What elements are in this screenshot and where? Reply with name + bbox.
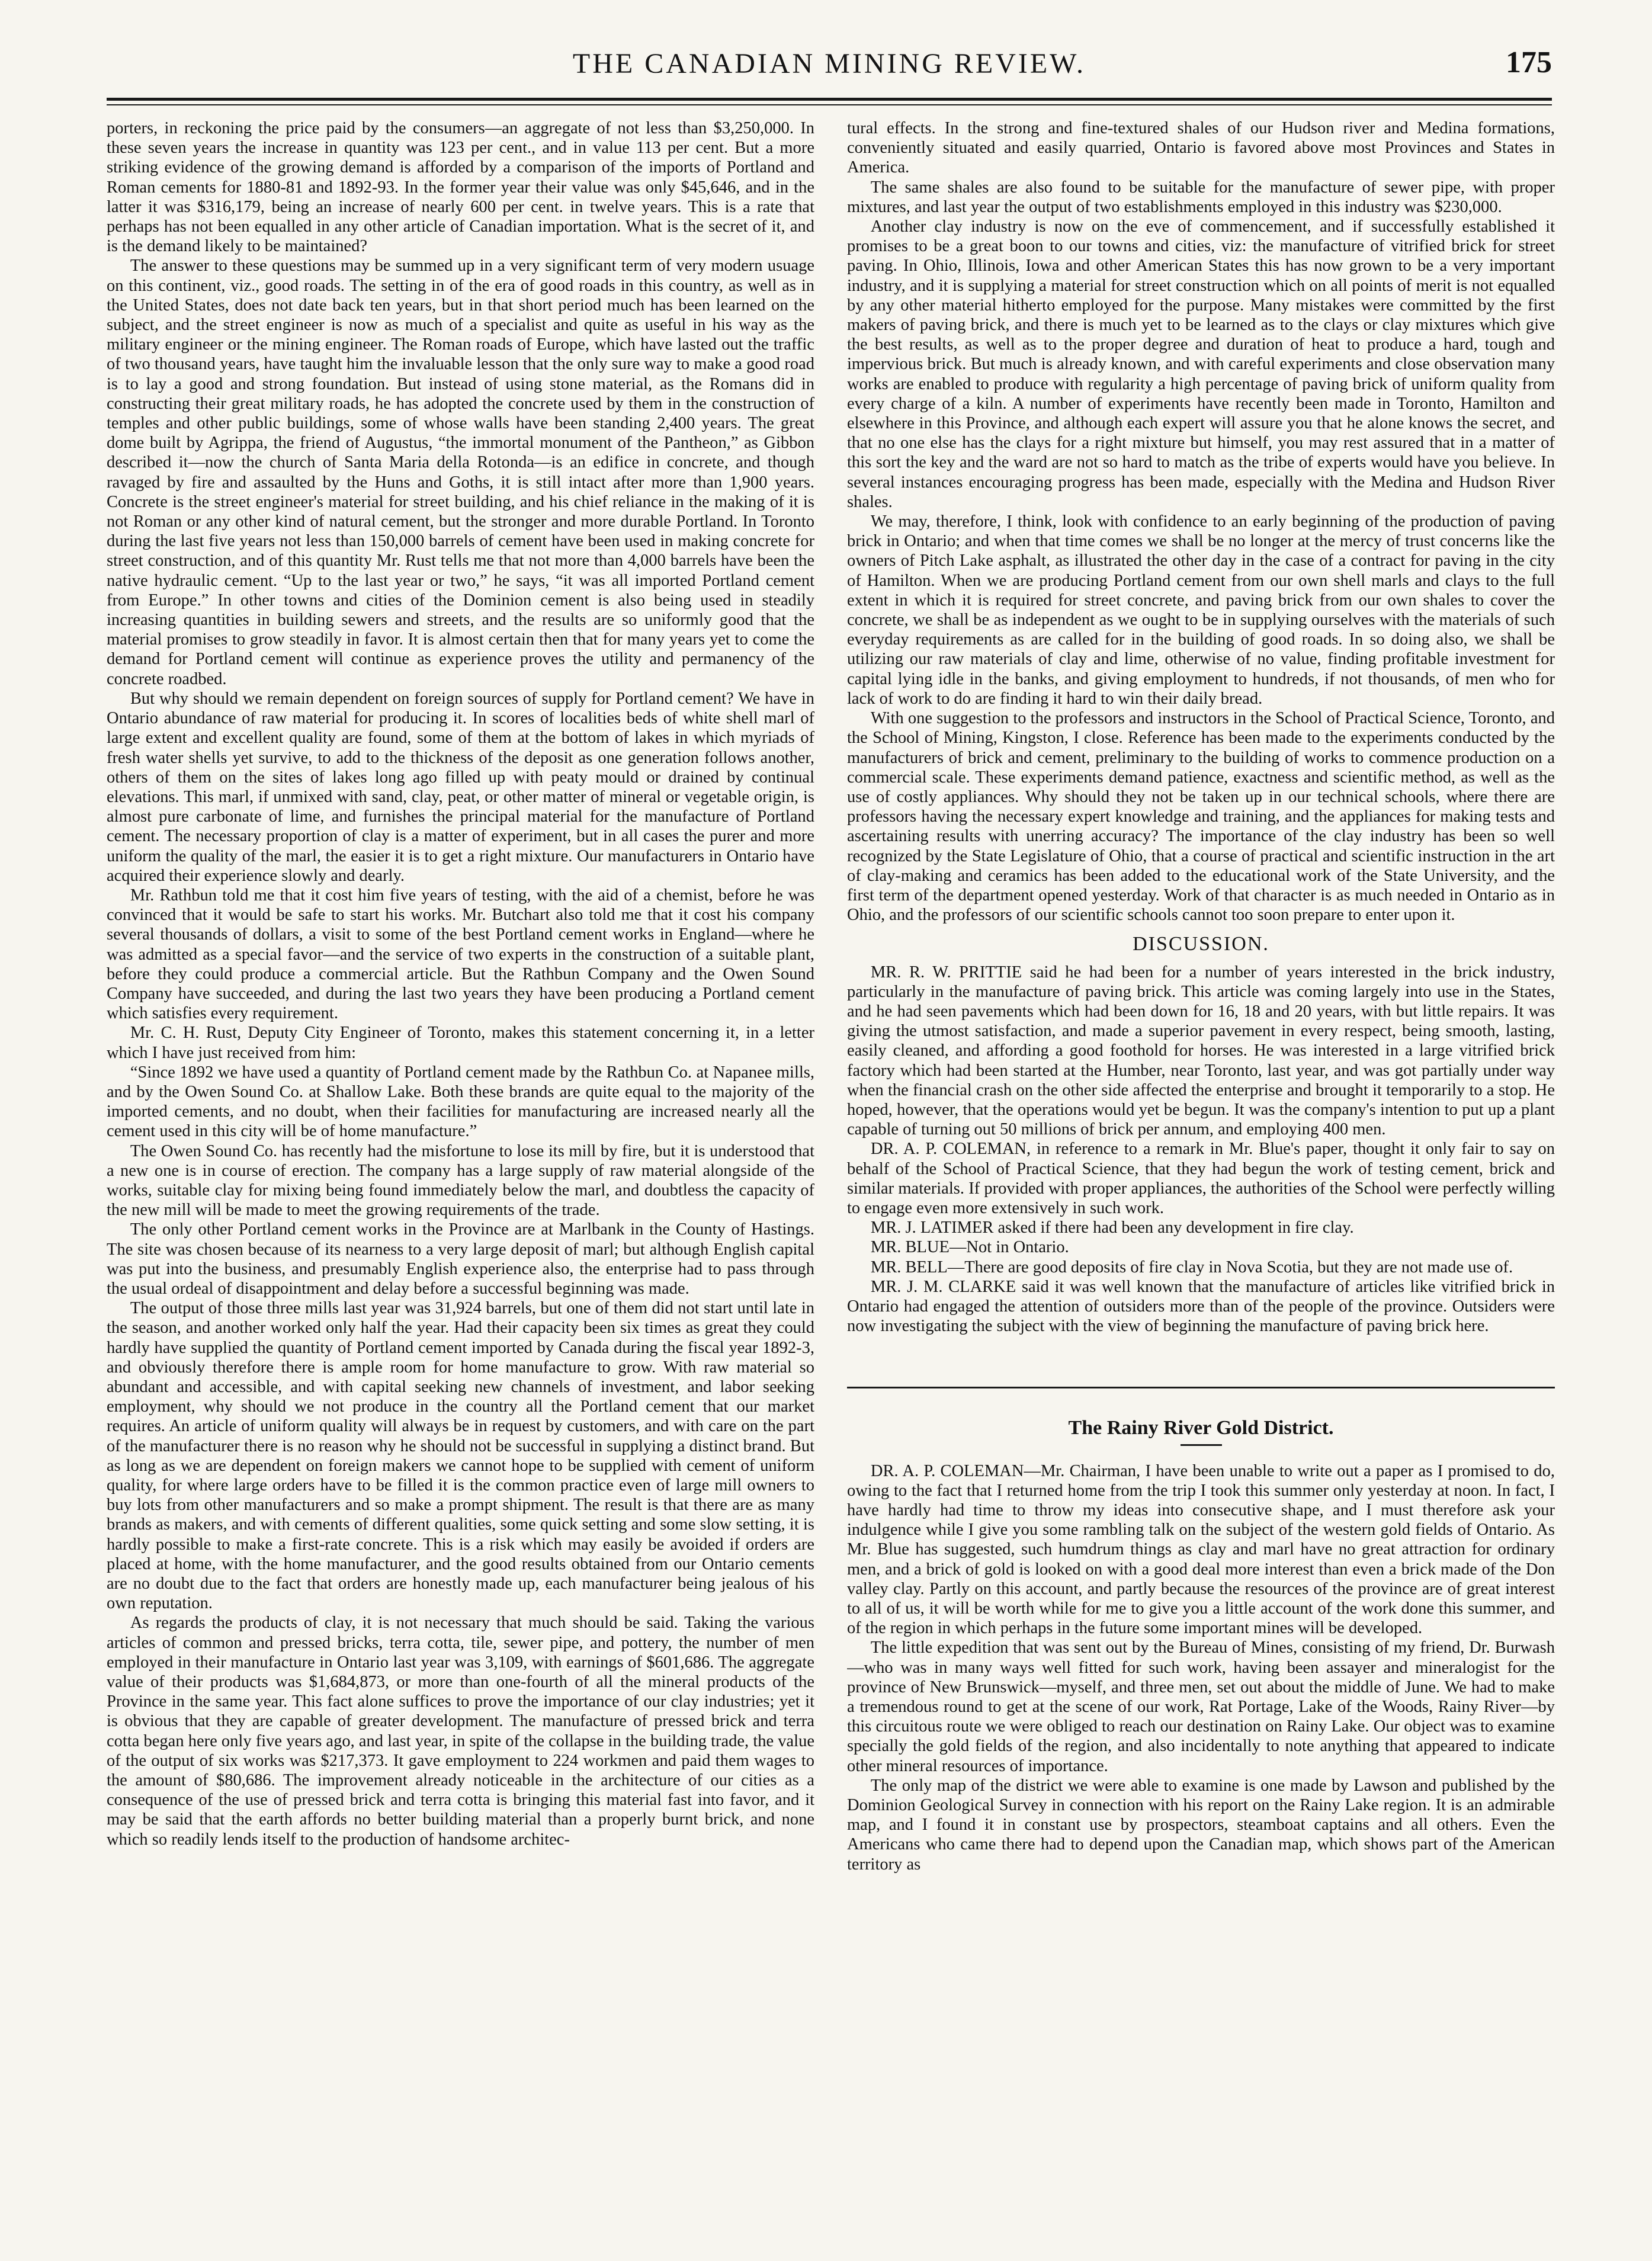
page-header xyxy=(107,43,1552,96)
paragraph: The answer to these questions may be summed up in a very significant term of very modern usuage on this continent, viz., good roads. The setting in of the era of good roads in this country, as well as in the United States, does not date back ten years, but in that short period much has been learned on the subject, and the street engineer is now as much of a specialist and quite as useful in his way as the military engineer or the mining engineer. The Roman roads of Europe, which have lasted out the traffic of two thousand years, have taught him the invaluable lesson that the only sure way to make a good road is to lay a good and strong foundation. But instead of using stone material, as the Romans did in constructing their great military roads, he has adopted the concrete used by them in the construction of temples and other public buildings, some of whose walls have been standing 2,400 years. The great dome built by Agrippa, the friend of Augustus, “the immortal monument of the Pantheon,” as Gibbon described it—now the church of Santa Maria della Rotonda—is an edifice in concrete, and though ravaged by fire and assaulted by the Huns and Goths, it is still intact after more than 1,900 years. Concrete is the street engineer's material for street building, and his chief reliance in the making of it is not Roman or any other kind of natural cement, but the stronger and more durable Portland. In Toronto during the last five years not less than 150,000 barrels of cement have been used in making concrete for street construction, and of this quantity Mr. Rust tells me that not more than 4,000 barrels have been the native hydraulic cement. “Up to the last year or two,” he says, “it was all imported Portland cement from Europe.” In other towns and cities of the Dominion cement is also being used in steadily increasing quantities in building sewers and streets, and the results are so uniformly good that the material promises to grow steadily in favor. It is almost certain then that for many years yet to come the demand for Portland cement will continue as experience proves the utility and permanency of the concrete roadbed. xyxy=(107,256,814,688)
left-column xyxy=(107,118,814,2245)
quotation: “Since 1892 we have used a quantity of Portland cement made by the Rathbun Co. at Napanee mills, and by the Owen Sound Co. at Shallow Lake. Both these brands are quite equal to the majority of the imported cements, and no doubt, when their facilities for manufacturing are increased nearly all the cement used in this city will be of home manufacture.” xyxy=(107,1063,814,1141)
paragraph: The Owen Sound Co. has recently had the misfortune to lose its mill by fire, but it is understood that a new one is in course of erection. The company has a large supply of raw material alongside of the works, suitable clay for mixing being found immediately below the marl, and doubtless the capacity of the new mill will be made to meet the growing requirements of the trade. xyxy=(107,1141,814,1220)
paragraph: The output of those three mills last year was 31,924 barrels, but one of them did not start until late in the season, and another worked only half the year. Had their capacity been six times as great they could hardly have supplied the quantity of Portland cement imported by Canada during the fiscal year 1892-3, and obviously therefore there is ample room for home manufacture to grow. With raw material so abundant and accessible, and with capital seeking new channels of investment, and labor seeking employment, why should we not produce in the country all the Portland cement that our market requires. An article of uniform quality will always be in request by customers, and with care on the part of the manufacturer there is no reason why he should not be successful in supplying a distinct brand. But as long as we are dependent on foreign makers we cannot hope to be supplied with cement of uniform quality, for where large orders have to be filled it is the common practice even of large mill owners to buy lots from other manufacturers and so make a prompt shipment. The result is that there are as many brands as makers, and with cements of different qualities, some quick setting and some slow setting, it is hardly possible to make a first-rate concrete. This is a risk which may easily be avoided if orders are placed at home, with the home manufacturer, and the good results obtained from our Ontario cements are no doubt due to the fact that orders are honestly made up, each manufacturer being jealous of his own reputation. xyxy=(107,1299,814,1613)
paragraph: Mr. C. H. Rust, Deputy City Engineer of Toronto, makes this statement concerning it, in a letter which I have just received from him: xyxy=(107,1024,814,1062)
article-paragraph: DR. A. P. COLEMAN—Mr. Chairman, I have been unable to write out a paper as I promised to do, owing to the fact that I returned home from the trip I took this summer only yesterday at noon. In fact, I have hardly had time to throw my ideas into consecutive shape, and I must therefore ask your indulgence while I give you some rambling talk on the subject of the western gold fields of Ontario. As Mr. Blue has suggested, such humdrum things as clay and marl have no great attraction for ordinary men, and a brick of gold is looked on with a good deal more interest than even a brick made of the Don valley clay. Partly on this account, and partly because the resources of the province are of great interest to all of us, it will be worth while for me to give you a little account of the work done this summer, and of the region in which perhaps in the future some important mines will be developed. xyxy=(847,1461,1555,1638)
paragraph: We may, therefore, I think, look with confidence to an early beginning of the production of paving brick in Ontario; and when that time comes we shall be no longer at the mercy of trust concerns like the owners of Pitch Lake asphalt, as illustrated the other day in the case of a contract for paving in the city of Hamilton. When we are producing Portland cement from our own shell marls and clays to the full extent in which it is required for street concrete, and paving brick from our own shales to cover the concrete, we shall be as independent as we ought to be in supplying ourselves with the materials of such everyday requirements as are called for in the building of good roads. In so doing also, we shall be utilizing our raw materials of clay and lime, otherwise of no value, finding profitable investment for capital lying idle in the banks, and giving employment to hundreds, if not thousands, of men who for lack of work to do are finding it hard to win their daily bread. xyxy=(847,512,1555,708)
discussion-paragraph: MR. J. LATIMER asked if there had been any development in fire clay. xyxy=(870,1218,1354,1237)
paragraph: The same shales are also found to be suitable for the manufacture of sewer pipe, with proper mixtures, and last year the output of two establishments employed in this industry was $230,000. xyxy=(847,178,1555,216)
article-paragraph: The little expedition that was sent out by the Bureau of Mines, consisting of my friend, Dr. Burwash—who was in many ways well fitted for such work, having been assayer and mineralogist for the province of New Brunswick—myself, and three men, set out about the middle of June. We had to make a tremendous round to get at the scene of our work, Rat Portage, Lake of the Woods, Rainy River—by this circuitous route we were obliged to reach our destination on Rainy Lake. Our object was to examine specially the gold fields of the region, and also incidentally to note anything that appeared to indicate other mineral resources of importance. xyxy=(847,1638,1555,1775)
paragraph: As regards the products of clay, it is not necessary that much should be said. Taking the various articles of common and pressed bricks, terra cotta, tile, sewer pipe, and pottery, the number of men employed in their manufacture in Ontario last year was 3,109, with earnings of $601,686. The aggregate value of their products was $1,684,873, or more than one-fourth of all the mineral products of the Province in the same year. This fact alone suffices to prove the importance of our clay industries; yet it is obvious that they are capable of greater development. The manufacture of pressed brick and terra cotta began here only five years ago, and last year, in spite of the collapse in the building trade, the value of the output of six works was $217,373. It gave employment to 224 workmen and paid them wages to the amount of $80,686. The improvement already noticeable in the architecture of our cities as a consequence of the use of pressed brick and terra cotta is bringing this material fast into favor, and it may be said that the earth affords no better building material than a properly burnt brick, and none which so readily lends itself to the production of handsome architec- xyxy=(107,1614,814,1849)
paragraph: Another clay industry is now on the eve of commencement, and if successfully established it promises to be a great boon to our towns and cities, viz: the manufacture of vitrified brick for street paving. In Ohio, Illinois, Iowa and other American States this has now grown to be a very important industry, and it is supplying a material for street construction which on all points of merit is not equalled by any other material hitherto employed for the purpose. Many mistakes were committed by the first makers of paving brick, and there is much yet to be learned as to the clays or clay mixtures which give the best results, as well as to the proper degree and duration of heat to produce a hard, tough and impervious brick. But much is already known, and with careful experiments and close observation many works are enabled to produce with regularity a high percentage of paving brick of uniform quality from every charge of a kiln. A number of experiments have recently been made in Toronto, Hamilton and elsewhere in this Province, and although each expert will assure you that he alone knows the secret, and that no one else has the clays for a right mixture but himself, you may rest assured that in a matter of this sort the key and the ward are not so hard to match as the tribe of experts would have you believe. In several instances encouraging progress has been made, especially with the Medina and Hudson River shales. xyxy=(847,217,1555,511)
paragraph: porters, in reckoning the price paid by the consumers—an aggregate of not less than $3,250,000. In these seven years the increase in quantity was 123 per cent., and in value 113 per cent. But a more striking evidence of the growing demand is afforded by a comparison of the imports of Portland and Roman cements for 1880-81 and 1892-93. In the former year their value was only $45,646, and in the latter it was $316,179, being an increase of nearly 600 per cent. in twelve years. This is a rate that perhaps has not been equalled in any other article of Canadian importation. What is the secret of it, and is the demand likely to be maintained? xyxy=(107,119,814,256)
discussion-paragraph: DR. A. P. COLEMAN, in reference to a remark in Mr. Blue's paper, thought it only fair to say on behalf of the School of Practical Science, that they had begun the work of testing cement, brick and similar materials. If provided with proper appliances, the authorities of the School were perfectly willing to engage even more extensively in such work. xyxy=(847,1140,1555,1217)
discussion-paragraph: MR. J. M. CLARKE said it was well known that the manufacture of articles like vitrified brick in Ontario had engaged the attention of outsiders more than of the people of the province. Outsiders were now investigating the subject with the view of beginning the manufacture of paving brick here. xyxy=(847,1277,1555,1336)
page-number: 175 xyxy=(1506,46,1552,79)
discussion-paragraph: MR. BLUE—Not in Ontario. xyxy=(870,1238,1069,1257)
discussion-heading: DISCUSSION. xyxy=(1133,933,1269,955)
article-title: The Rainy River Gold District. xyxy=(1068,1417,1334,1439)
paragraph: With one suggestion to the professors and instructors in the School of Practical Science, Toronto, and the School of Mining, Kingston, I close. Reference has been made to the experiments conducted by the manufacturers of brick and cement, preliminary to the building of works to commence production on a commercial scale. These experiments demand patience, exactness and scientific method, as well as the use of costly appliances. Why should they not be taken up in our technical schools, where there are professors having the necessary expert knowledge and training, and the appliances for making tests and ascertaining results with unerring accuracy? The importance of the clay industry has been so well recognized by the State Legislature of Ohio, that a course of practical and scientific instruction in the art of clay-making and ceramics has been added to the educational work of the State University, and the first term of the department opened yesterday. Work of that character is as much needed in Ontario as in Ohio, and the professors of our scientific schools cannot too soon prepare to enter upon it. xyxy=(847,709,1555,925)
right-column xyxy=(847,118,1555,2245)
paragraph: The only other Portland cement works in the Province are at Marlbank in the County of Hastings. The site was chosen because of its nearness to a very large deposit of marl; but although English capital was put into the business, and presumably English experience also, the enterprise had to pass through the usual ordeal of disappointment and delay before a successful beginning was made. xyxy=(107,1220,814,1298)
article-divider xyxy=(847,1387,1555,1388)
header-rule-thick xyxy=(107,98,1552,101)
header-rule-thin xyxy=(107,104,1552,105)
title-rule xyxy=(1181,1444,1222,1446)
discussion-paragraph: MR. BELL—There are good deposits of fire clay in Nova Scotia, but they are not made use of. xyxy=(870,1258,1513,1277)
running-title: THE CANADIAN MINING REVIEW. xyxy=(572,48,1086,79)
discussion-paragraph: MR. R. W. PRITTIE said he had been for a number of years interested in the brick industry, particularly in the manufacture of paving brick. This article was coming largely into use in the States, and he had seen pavements which had been down for 16, 18 and 20 years, with but little repairs. It was giving the utmost satisfaction, and made a superior pavement in every respect, being smooth, lasting, easily cleaned, and affording a good foothold for horses. He was interested in a large vitrified brick factory which had been started at the Humber, near Toronto, last year, and was got partially under way when the financial crash on the other side affected the enterprise and brought it temporarily to a stop. He hoped, however, that the operations would yet be begun. It was the company's intention to put up a plant capable of turning out 50 millions of brick per annum, and employing 400 men. xyxy=(847,963,1555,1139)
article-paragraph: The only map of the district we were able to examine is one made by Lawson and published by the Dominion Geological Survey in connection with his report on the Rainy Lake region. It is an admirable map, and I found it in constant use by prospectors, steamboat captains and all others. Even the Americans who came there had to depend upon the Canadian map, which shows part of the American territory as xyxy=(847,1776,1555,1874)
paragraph: Mr. Rathbun told me that it cost him five years of testing, with the aid of a chemist, before he was convinced that it would be safe to start his works. Mr. Butchart also told me that it cost his company several thousands of dollars, a visit to some of the best Portland cement works in England—where he was admitted as a special favor—and the service of two experts in the construction of a suitable plant, before they could produce a commercial article. But the Rathbun Company and the Owen Sound Company have succeeded, and during the last two years they have been producing a Portland cement which satisfies every requirement. xyxy=(107,886,814,1023)
paragraph: tural effects. In the strong and fine-textured shales of our Hudson river and Medina formations, conveniently situated and easily quarried, Ontario is favored above most Provinces and States in America. xyxy=(847,119,1555,177)
paragraph: But why should we remain dependent on foreign sources of supply for Portland cement? We have in Ontario abundance of raw material for producing it. In scores of localities beds of white shell marl of large extent and excellent quality are found, some of them at the bottom of lakes in which myriads of fresh water shells yet survive, to add to the thickness of the deposit as one generation follows another, others of them on the sites of lakes long ago filled up with peaty mould or drained by continual elevations. This marl, if unmixed with sand, clay, peat, or other matter of mineral or vegetable origin, is almost pure carbonate of lime, and furnishes the principal material for the manufacture of Portland cement. The necessary proportion of clay is a matter of experiment, but in all cases the purer and more uniform the quality of the marl, the easier it is to get a right mixture. Our manufacturers in Ontario have acquired their experience slowly and dearly. xyxy=(107,689,814,885)
